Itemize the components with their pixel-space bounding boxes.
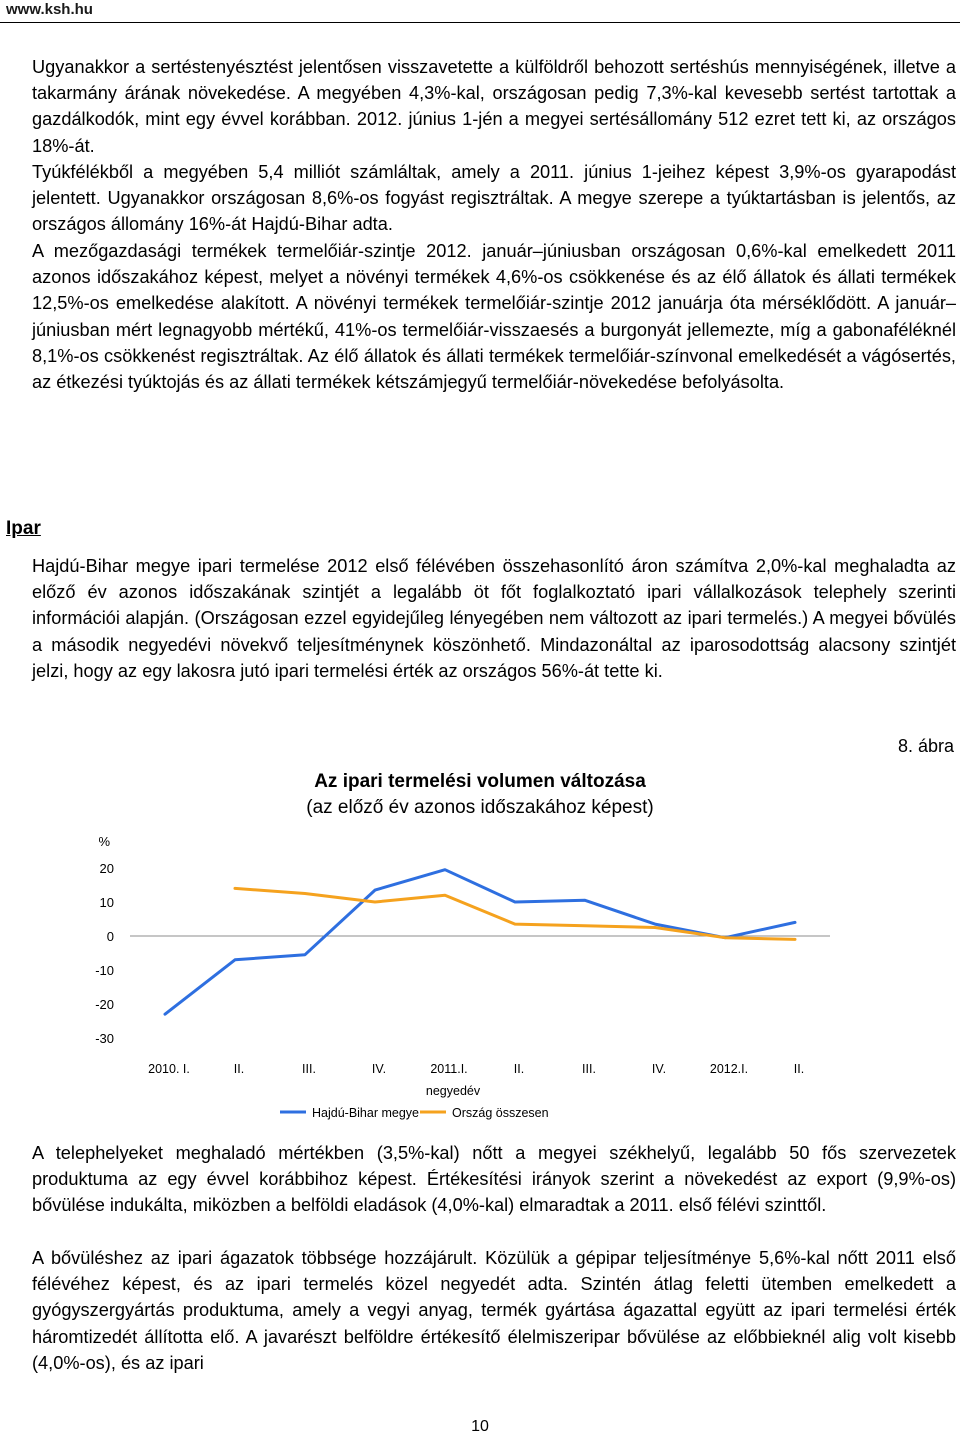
x-axis-label: negyedév [425,1084,481,1098]
site-url[interactable]: www.ksh.hu [6,1,93,18]
legend-label: Hajdú-Bihar megye [312,1106,419,1120]
y-axis-label: % [98,834,110,849]
legend-label: Ország összesen [452,1106,549,1120]
x-tick-label: III. [302,1062,316,1076]
x-tick-label: II. [793,1062,805,1076]
chart-subtitle: (az előző év azonos időszakához képest) [306,797,654,818]
paragraph-prices: A mezőgazdasági termékek termelőiár-szintje 2012. január–júniusban országosan 0,6%-kal emelkedett 2011 azonos időszakához képest, melyet a növényi termékek 4,6%-os csökkenése és az élő állatok és állati termékek 12,5%-os emelkedése alakított. A növényi termékek termelőiár-szintje 2012 januárja óta mérséklődött. A január–júniusban mért legnagyobb mértékű, 41%-os termelőiár-visszaesés a burgonyát jellemezte, míg a gabonaféléknél 8,1%-os csökkenést regisztráltak. Az élő állatok és állati termékek termelőiár-színvonal emelkedését a vágósertés, az étkezési tyúktojás és az állati termékek kétszámjegyű termelőiár-növekedése befolyásolta. [32,241,956,393]
section-heading: Ipar [6,518,41,539]
paragraph-large-firms: A telephelyeket meghaladó mértékben (3,5%-kal) nőtt a megyei székhelyű, legalább 50 fős szervezetek produktuma az egy évvel korábbihoz képest. Értékesítési irányok szerint a növekedést az export (9,9%-os) bővülése indukálta, miközben a belföldi eladások (4,0%-kal) elmaradtak a 2011. első félévi szinttől. [32,1143,956,1216]
x-tick-label: II. [233,1062,245,1076]
paragraph-sectors: A bővüléshez az ipari ágazatok többsége hozzájárult. Közülük a gépipar teljesítménye 5,6%-kal nőtt 2011 első félévéhez képest, és az ipari termelés közel negyedét adta. Szintén átlag feletti ütemben emelkedett a gyógyszergyártás produktuma, amely a vegyi anyag, termék gyártása ágazattal együtt az ipari termelési érték háromtizedét állította elő. A javarészt belföldre értékesítő élelmiszeripar bővülése az előbbieknél alig volt kisebb (4,0%-os), és az ipari [32,1248,956,1373]
header-divider [0,22,960,23]
x-tick-label: 2011.I. [430,1062,468,1076]
series-line-orszag [235,888,795,939]
y-tick-label: -30 [95,1031,114,1046]
industrial-volume-chart [0,820,960,1130]
x-tick-label: IV. [371,1062,387,1076]
y-tick-label: -20 [95,997,114,1012]
paragraph-pigs: Ugyanakkor a sertéstenyésztést jelentősen visszavetette a külföldről behozott sertéshús mennyiségének, illetve a takarmány árának növekedése. A megyében 4,3%-kal, országosan pedig 7,3%-kal kevesebb sertést tartottak a gazdálkodók, mint egy évvel korábban. 2012. június 1-jén a megyei sertésállomány 512 ezret tett ki, az országos 18%-át. [32,57,956,156]
page-number: 10 [471,1418,489,1435]
x-tick-label: 2012.I. [709,1062,749,1076]
chart-title: Az ipari termelési volumen változása [314,771,646,792]
x-tick-label: II. [513,1062,525,1076]
figure-number: 8. ábra [897,736,954,756]
paragraph-industry: Hajdú-Bihar megye ipari termelése 2012 első félévében összehasonlító áron számítva 2,0%-kal meghaladta az előző év azonos időszakának szintjét a legalább öt főt foglalkoztató ipari vállalkozások telephely szerinti információi alapján. (Országosan ezzel egyidejűleg lényegében nem változott az ipari termelés.) A megyei bővülés a második negyedévi növekvő teljesítménynek köszönhető. Mindazonáltal az iparosodottság alacsony szintjét jelzi, hogy az egy lakosra jutó ipari termelési érték az országos 56%-át tette ki. [32,556,956,681]
paragraph-poultry: Tyúkfélékből a megyében 5,4 milliót számláltak, amely a 2011. június 1-jeihez képest 3,9%-os gyarapodást jelentett. Ugyanakkor országosan 8,6%-os fogyást regisztráltak. A megye szerepe a tyúktartásban is jelentős, az országos állomány 16%-át Hajdú-Bihar adta. [32,162,956,235]
y-tick-label: 20 [99,861,114,876]
y-tick-label: -10 [95,963,114,978]
x-tick-label: IV. [651,1062,667,1076]
y-tick-label: 10 [99,895,114,910]
x-tick-label: 2010. I. [148,1062,190,1076]
x-tick-label: III. [582,1062,596,1076]
y-tick-label: 0 [106,929,114,944]
